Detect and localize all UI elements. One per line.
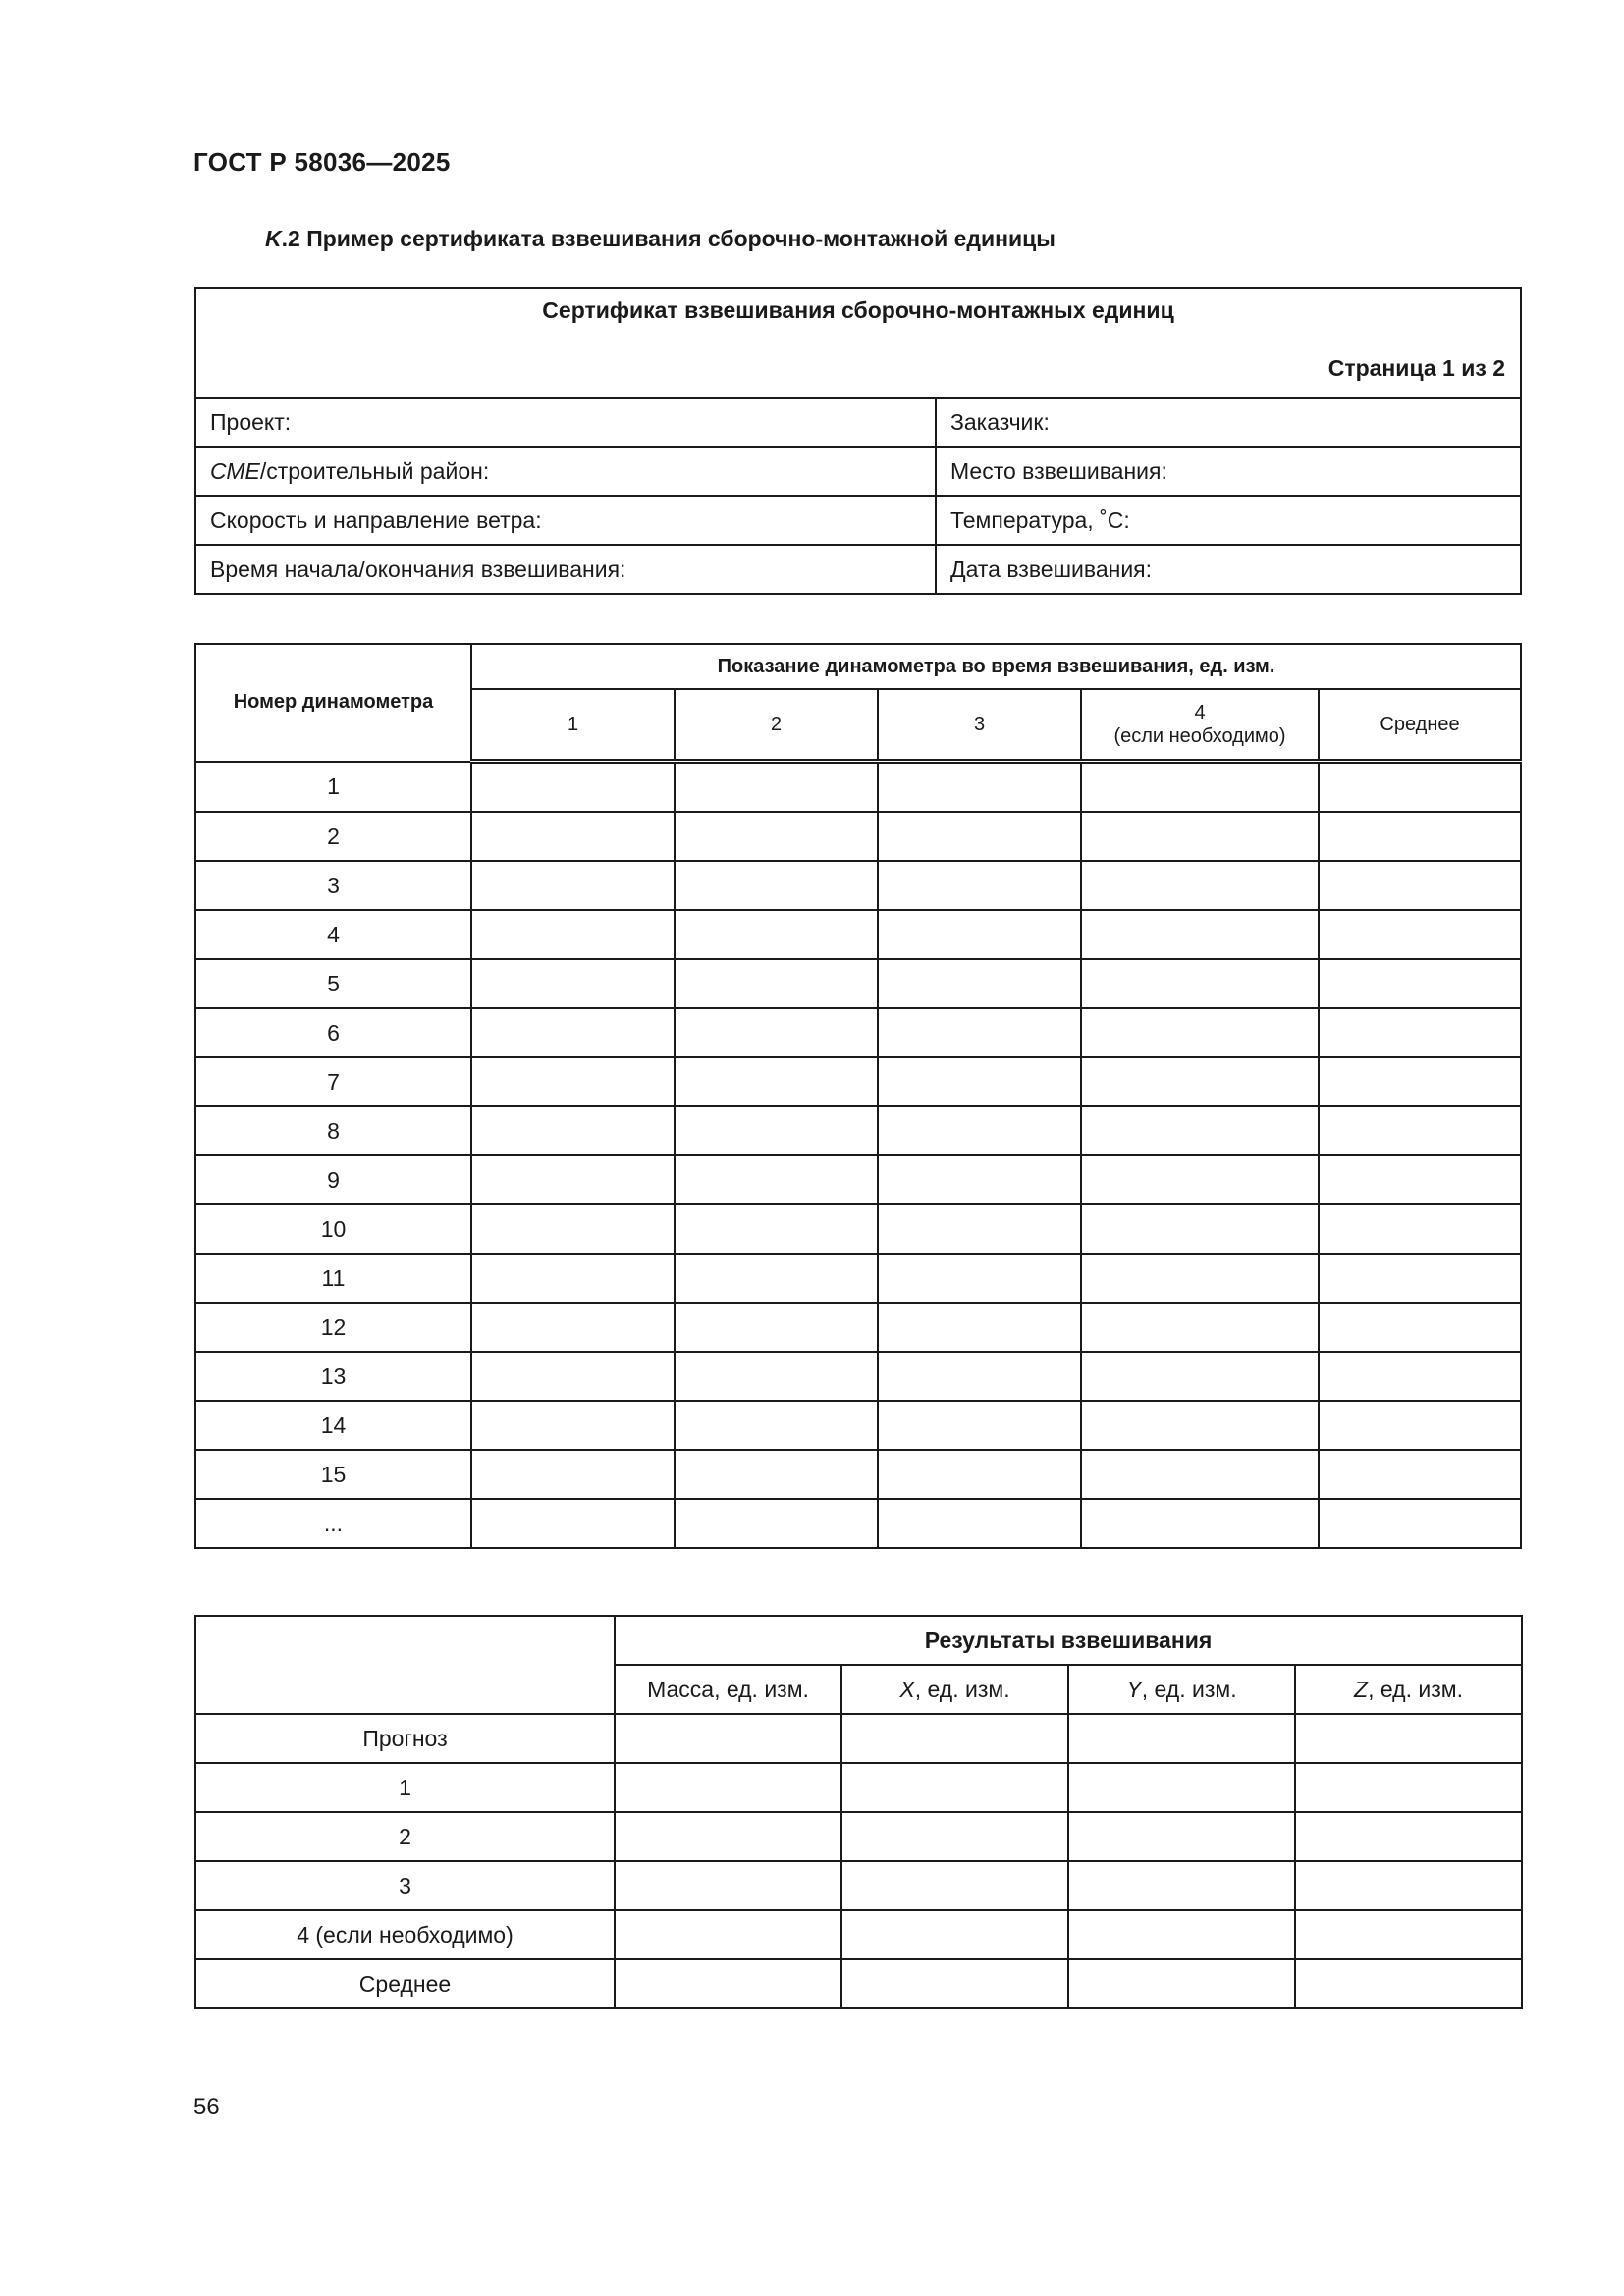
result-cell xyxy=(1068,1812,1295,1861)
table-row xyxy=(195,1450,1521,1499)
reading-col-1: 1 xyxy=(471,689,675,762)
reading-cell xyxy=(675,861,878,910)
reading-cell xyxy=(471,1204,675,1254)
reading-cell xyxy=(878,1499,1081,1548)
dynamometer-number-cell: 11 xyxy=(195,1254,471,1303)
reading-cell xyxy=(471,1057,675,1106)
reading-cell xyxy=(675,1057,878,1106)
reading-cell xyxy=(675,1254,878,1303)
table-row xyxy=(195,1861,1522,1910)
result-cell xyxy=(615,1714,841,1763)
result-cell xyxy=(841,1959,1068,2008)
reading-cell xyxy=(471,812,675,861)
dynamometer-number-cell: 2 xyxy=(195,812,471,861)
dynamometer-number-cell: 9 xyxy=(195,1155,471,1204)
reading-col-4 xyxy=(1081,689,1319,762)
result-cell xyxy=(1295,1959,1522,2008)
results-col-z xyxy=(1295,1665,1522,1714)
z-variable: Z xyxy=(1354,1676,1369,1702)
table-row xyxy=(195,959,1521,1008)
section-title-text: .2 Пример сертификата взвешивания сборочно-монтажной единицы xyxy=(281,226,1056,251)
reading-col-3: 3 xyxy=(878,689,1081,762)
reading-cell xyxy=(675,1499,878,1548)
dynamometer-number-cell: ... xyxy=(195,1499,471,1548)
reading-cell xyxy=(471,1254,675,1303)
reading-cell xyxy=(878,861,1081,910)
reading-cell xyxy=(1081,1155,1319,1204)
result-cell xyxy=(615,1763,841,1812)
reading-cell xyxy=(471,1303,675,1352)
reading-cell xyxy=(675,812,878,861)
reading-col-average: Среднее xyxy=(1319,689,1521,762)
table-row xyxy=(195,1008,1521,1057)
y-unit: , ед. изм. xyxy=(1141,1676,1237,1702)
dynamometer-number-cell: 15 xyxy=(195,1450,471,1499)
field-weighing-place: Место взвешивания: xyxy=(936,447,1521,496)
table-row xyxy=(195,762,1521,813)
results-col-y xyxy=(1068,1665,1295,1714)
certificate-caption-cell xyxy=(195,288,1521,398)
reading-cell xyxy=(675,1303,878,1352)
table-row xyxy=(195,861,1521,910)
reading-cell xyxy=(471,1499,675,1548)
table-row xyxy=(195,1714,1522,1763)
reading-cell xyxy=(1081,959,1319,1008)
reading-cell xyxy=(1319,1401,1521,1450)
reading-cell xyxy=(1081,1008,1319,1057)
reading-cell xyxy=(1319,1254,1521,1303)
dynamometer-number-cell: 14 xyxy=(195,1401,471,1450)
reading-cell xyxy=(1319,1008,1521,1057)
dynamometer-number-cell: 4 xyxy=(195,910,471,959)
result-row-label: 4 (если необходимо) xyxy=(195,1910,615,1959)
page-number: 56 xyxy=(193,2094,220,2120)
reading-cell xyxy=(878,1450,1081,1499)
reading-cell xyxy=(471,1106,675,1155)
result-row-label: 2 xyxy=(195,1812,615,1861)
reading-cell xyxy=(1319,1303,1521,1352)
reading-cell xyxy=(471,1155,675,1204)
reading-cell xyxy=(675,1450,878,1499)
reading-cell xyxy=(675,1008,878,1057)
result-cell xyxy=(1068,1959,1295,2008)
table-row xyxy=(195,812,1521,861)
reading-cell xyxy=(1081,1450,1319,1499)
dynamometer-number-cell: 6 xyxy=(195,1008,471,1057)
reading-cell xyxy=(1319,812,1521,861)
table-row xyxy=(195,910,1521,959)
reading-cell xyxy=(675,1204,878,1254)
result-row-label: 1 xyxy=(195,1763,615,1812)
result-cell xyxy=(841,1861,1068,1910)
reading-cell xyxy=(675,762,878,813)
results-corner-cell xyxy=(195,1616,615,1714)
reading-cell xyxy=(471,861,675,910)
result-cell xyxy=(1295,1861,1522,1910)
z-unit: , ед. изм. xyxy=(1368,1676,1463,1702)
table-row xyxy=(195,1254,1521,1303)
reading-cell xyxy=(1081,1352,1319,1401)
reading-col-4-number: 4 xyxy=(1194,702,1206,723)
reading-header: Показание динамометра во время взвешивания, ед. изм. xyxy=(471,644,1521,689)
table-row xyxy=(195,1352,1521,1401)
table-row xyxy=(195,1910,1522,1959)
reading-cell xyxy=(1319,1450,1521,1499)
reading-cell xyxy=(1319,1204,1521,1254)
results-col-mass: Масса, ед. изм. xyxy=(615,1665,841,1714)
section-letter: K xyxy=(265,226,282,251)
cme-abbrev: СМЕ xyxy=(210,457,260,484)
field-date: Дата взвешивания: xyxy=(936,545,1521,594)
reading-cell xyxy=(1319,1106,1521,1155)
field-temperature: Температура, ˚С: xyxy=(936,496,1521,545)
dynamometer-number-cell: 3 xyxy=(195,861,471,910)
cme-label: /строительный район: xyxy=(259,457,490,484)
table-row xyxy=(195,1106,1521,1155)
y-variable: Y xyxy=(1126,1676,1142,1702)
results-header: Результаты взвешивания xyxy=(615,1616,1522,1665)
dynamometer-number-cell: 1 xyxy=(195,762,471,813)
document-header: ГОСТ Р 58036—2025 xyxy=(193,147,451,177)
result-row-label: Среднее xyxy=(195,1959,615,2008)
reading-cell xyxy=(878,959,1081,1008)
reading-cell xyxy=(1081,910,1319,959)
certificate-header-table xyxy=(194,287,1522,595)
reading-cell xyxy=(1319,1155,1521,1204)
table-row xyxy=(195,1499,1521,1548)
result-cell xyxy=(1295,1763,1522,1812)
reading-cell xyxy=(471,762,675,813)
field-wind: Скорость и направление ветра: xyxy=(195,496,936,545)
dynamometer-number-cell: 10 xyxy=(195,1204,471,1254)
table-row xyxy=(195,1057,1521,1106)
table-row xyxy=(195,1959,1522,2008)
reading-cell xyxy=(675,959,878,1008)
result-cell xyxy=(841,1763,1068,1812)
reading-col-4-note: (если необходимо) xyxy=(1113,725,1286,747)
reading-cell xyxy=(1081,762,1319,813)
section-title xyxy=(265,226,1056,252)
reading-cell xyxy=(1319,910,1521,959)
reading-cell xyxy=(471,1401,675,1450)
reading-cell xyxy=(1081,1499,1319,1548)
result-cell xyxy=(841,1910,1068,1959)
reading-cell xyxy=(675,1106,878,1155)
reading-cell xyxy=(471,959,675,1008)
reading-cell xyxy=(675,910,878,959)
result-cell xyxy=(1068,1910,1295,1959)
dynamometer-readings-table xyxy=(194,643,1522,1549)
reading-cell xyxy=(471,910,675,959)
result-cell xyxy=(615,1910,841,1959)
result-cell xyxy=(1068,1714,1295,1763)
reading-cell xyxy=(1319,959,1521,1008)
dynamometer-number-cell: 13 xyxy=(195,1352,471,1401)
reading-cell xyxy=(878,1401,1081,1450)
weighing-results-table xyxy=(194,1615,1523,2009)
result-cell xyxy=(841,1714,1068,1763)
reading-cell xyxy=(471,1450,675,1499)
reading-cell xyxy=(878,1008,1081,1057)
reading-cell xyxy=(878,1155,1081,1204)
dynamometer-number-cell: 5 xyxy=(195,959,471,1008)
reading-cell xyxy=(878,1106,1081,1155)
dynamometer-number-header: Номер динамометра xyxy=(195,644,471,762)
table-row xyxy=(195,1763,1522,1812)
results-col-x xyxy=(841,1665,1068,1714)
reading-col-2: 2 xyxy=(675,689,878,762)
reading-cell xyxy=(1081,1254,1319,1303)
reading-cell xyxy=(1081,1057,1319,1106)
reading-cell xyxy=(878,1303,1081,1352)
result-row-label: Прогноз xyxy=(195,1714,615,1763)
table-row xyxy=(195,1155,1521,1204)
reading-cell xyxy=(1081,812,1319,861)
result-cell xyxy=(1068,1861,1295,1910)
result-cell xyxy=(615,1812,841,1861)
result-cell xyxy=(615,1959,841,2008)
reading-cell xyxy=(1319,762,1521,813)
reading-cell xyxy=(878,1057,1081,1106)
reading-cell xyxy=(1081,1204,1319,1254)
reading-cell xyxy=(471,1008,675,1057)
field-cme-district xyxy=(195,447,936,496)
table-row xyxy=(195,1204,1521,1254)
certificate-title: Сертификат взвешивания сборочно-монтажных единиц xyxy=(542,297,1174,323)
result-cell xyxy=(1295,1812,1522,1861)
table-row xyxy=(195,1812,1522,1861)
result-cell xyxy=(841,1812,1068,1861)
field-customer: Заказчик: xyxy=(936,398,1521,447)
result-cell xyxy=(1295,1910,1522,1959)
table-row xyxy=(195,1303,1521,1352)
field-project: Проект: xyxy=(195,398,936,447)
result-row-label: 3 xyxy=(195,1861,615,1910)
reading-cell xyxy=(878,812,1081,861)
x-unit: , ед. изм. xyxy=(914,1676,1010,1702)
result-cell xyxy=(615,1861,841,1910)
reading-cell xyxy=(878,910,1081,959)
reading-cell xyxy=(878,1204,1081,1254)
reading-cell xyxy=(878,1254,1081,1303)
x-variable: X xyxy=(899,1676,915,1702)
dynamometer-number-cell: 12 xyxy=(195,1303,471,1352)
reading-cell xyxy=(878,1352,1081,1401)
reading-cell xyxy=(1081,1106,1319,1155)
reading-cell xyxy=(1081,861,1319,910)
reading-cell xyxy=(675,1352,878,1401)
reading-cell xyxy=(675,1155,878,1204)
result-cell xyxy=(1068,1763,1295,1812)
reading-cell xyxy=(471,1352,675,1401)
reading-cell xyxy=(1081,1303,1319,1352)
dynamometer-number-cell: 7 xyxy=(195,1057,471,1106)
reading-cell xyxy=(878,762,1081,813)
reading-cell xyxy=(1081,1401,1319,1450)
reading-cell xyxy=(1319,861,1521,910)
dynamometer-number-cell: 8 xyxy=(195,1106,471,1155)
field-time: Время начала/окончания взвешивания: xyxy=(195,545,936,594)
page-indicator: Страница 1 из 2 xyxy=(1327,355,1505,381)
reading-cell xyxy=(1319,1499,1521,1548)
table-row xyxy=(195,1401,1521,1450)
reading-cell xyxy=(675,1401,878,1450)
result-cell xyxy=(1295,1714,1522,1763)
reading-cell xyxy=(1319,1057,1521,1106)
reading-cell xyxy=(1319,1352,1521,1401)
